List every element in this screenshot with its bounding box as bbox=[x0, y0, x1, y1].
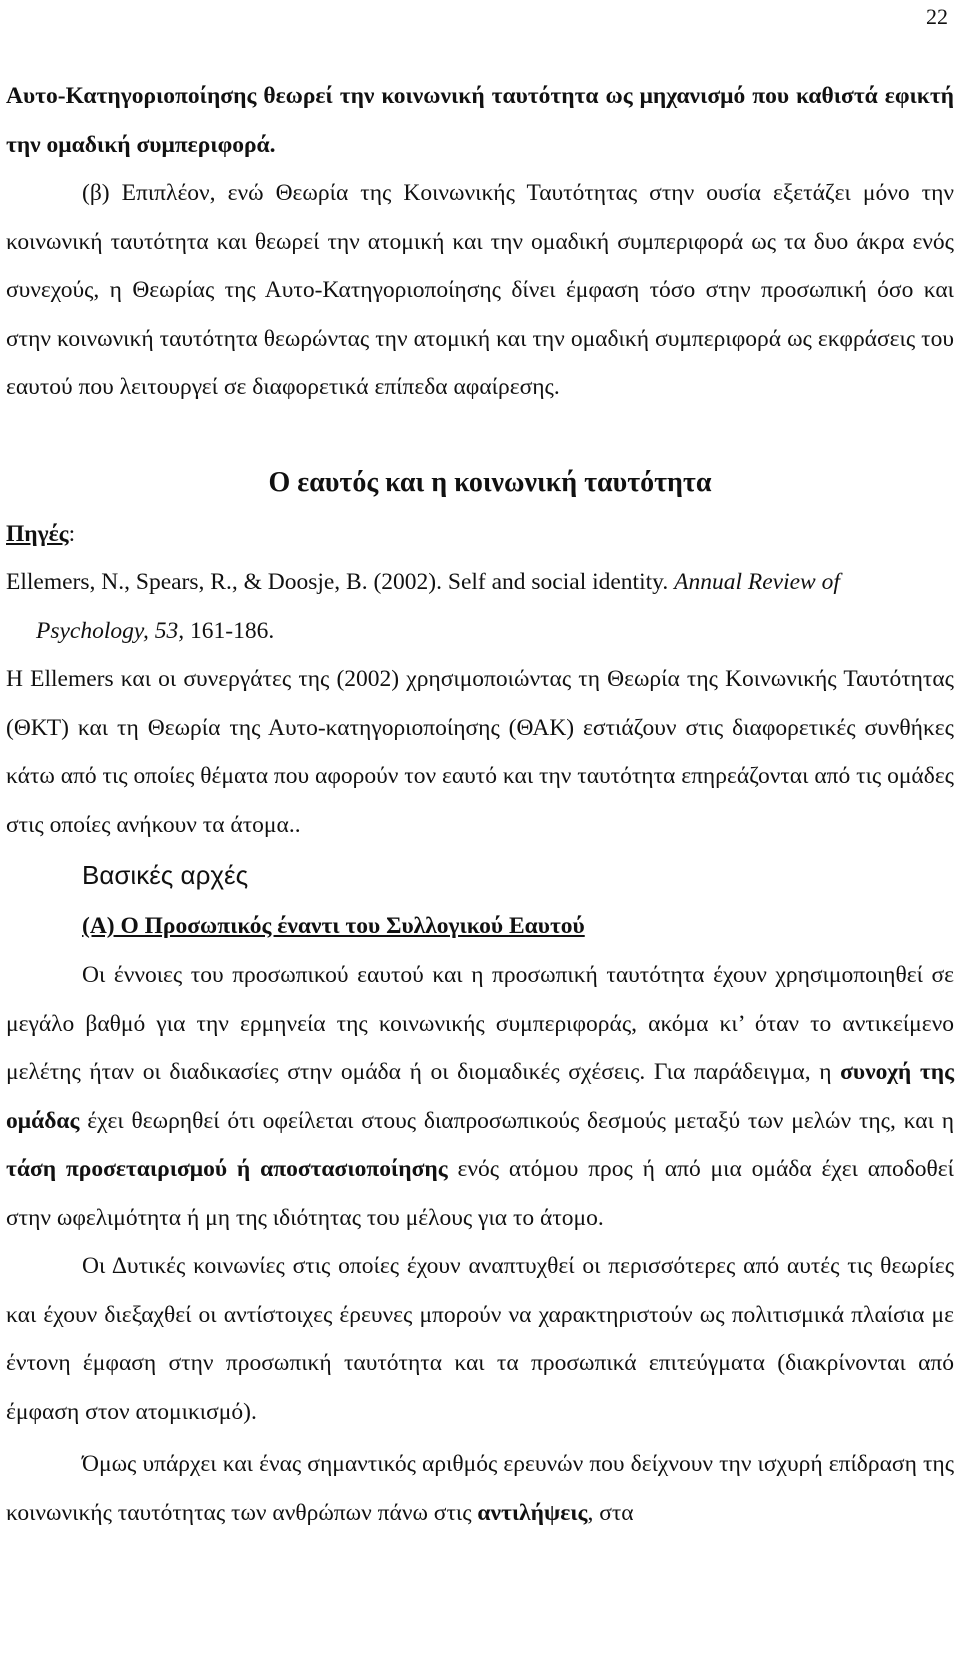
p1-text-d: ενός ατόμου προς ή από μια ομάδα έχει αποδοθεί στην ωφελιμότητα ή μη της ιδιότητας του μέλους για το άτομο. bbox=[6, 1156, 954, 1231]
basics-paragraph-2: Οι Δυτικές κοινωνίες στις οποίες έχουν αναπτυχθεί οι περισσότερες από αυτές τις θεωρίες και έχουν διεξαχθεί οι αντίστοιχες έρευνες μπορούν να χαρακτηριστούν ως πολιτισμικά πλαίσια με έντονη έμφαση στην προσωπική ταυτότητα και τα προσωπικά επιτεύγματα (διακρίνονται από έμφαση στον ατομικισμό). bbox=[6, 1253, 954, 1425]
p3-bold-perceptions: αντιλήψεις bbox=[477, 1499, 588, 1526]
basics-paragraph-3 bbox=[6, 1440, 954, 1537]
p3-text-a: Όμως υπάρχει και ένας σημαντικός αριθμός ερευνών που δείχνουν την ισχυρή επίδραση της κοινωνικής ταυτότητας των ανθρώπων πάνω στις bbox=[6, 1451, 954, 1526]
p1-bold-cohesion: συνοχή της ομάδας bbox=[6, 1059, 954, 1134]
reference-journal: Annual Review of Psychology, 53, bbox=[36, 569, 840, 644]
section-title: Ο εαυτός και η κοινωνική ταυτότητα bbox=[268, 466, 712, 498]
reference-pages: 161-186. bbox=[184, 617, 275, 644]
basics-heading: Βασικές αρχές bbox=[82, 860, 249, 890]
document-body bbox=[6, 72, 954, 1537]
intro-paragraph-b: (β) Επιπλέον, ενώ Θεωρία της Κοινωνικής Ταυτότητας στην ουσία εξετάζει μόνο την κοινωνική ταυτότητα και θεωρεί την ατομική και την ομαδική συμπεριφορά ως τα δυο άκρα ενός συνεχούς, η Θεωρίας της Αυτο-Κατηγοριοποίησης δίνει έμφαση τόσο στην προσωπική όσο και στην κοινωνική ταυτότητα θεωρώντας την ατομική και την ομαδική συμπεριφορά ως εκφράσεις του εαυτού που λειτουργεί σε διαφορετικά επίπεδα αφαίρεσης. bbox=[6, 180, 954, 400]
sources-label: Πηγές bbox=[6, 520, 69, 547]
basics-paragraph-1 bbox=[6, 951, 954, 1242]
basics-subheading: (Α) Ο Προσωπικός έναντι του Συλλογικού Εαυτού bbox=[82, 913, 585, 939]
section-summary: Η Ellemers και οι συνεργάτες της (2002) χρησιμοποιώντας τη Θεωρία της Κοινωνικής Ταυτότητας (ΘΚΤ) και τη Θεωρία της Αυτο-κατηγοριοποίησης (ΘΑΚ) εστιάζουν στις διαφορετικές συνθήκες κάτω από τις οποίες θέματα που αφορούν τον εαυτό και την ταυτότητα επηρεάζονται από τις ομάδες στις οποίες ανήκουν τα άτομα.. bbox=[6, 666, 954, 838]
p1-text-a: Οι έννοιες του προσωπικού εαυτού και η προσωπική ταυτότητα έχουν χρησιμοποιηθεί σε μεγάλο βαθμό για την ερμηνεία της κοινωνικής συμπεριφοράς, ακόμα κι’ όταν το αντικείμενο μελέτης ήταν οι διαδικασίες στην ομάδα ή οι διομαδικές σχέσεις. Για παράδειγμα, η bbox=[6, 962, 954, 1085]
reference-authors: Ellemers, N., Spears, R., & Doosje, B. (2002). Self and social identity. bbox=[6, 569, 675, 595]
sources-colon: : bbox=[68, 520, 76, 547]
p3-text-c: , στα bbox=[587, 1499, 634, 1526]
intro-bold-lead: Αυτο-Κατηγοριοποίησης θεωρεί την κοινωνική ταυτότητα ως μηχανισμό που καθιστά εφικτή την ομαδική συμπεριφορά. bbox=[6, 83, 954, 158]
reference-entry bbox=[6, 558, 954, 655]
page-number: 22 bbox=[926, 4, 948, 29]
spacer bbox=[6, 412, 954, 456]
sources-line bbox=[6, 510, 954, 559]
p1-text-c: έχει θεωρηθεί ότι οφείλεται στους διαπροσωπικούς δεσμούς μεταξύ των μελών της, και η bbox=[79, 1107, 954, 1134]
p1-bold-tendency: τάση προσεταιρισμού ή αποστασιοποίησης bbox=[6, 1156, 448, 1182]
